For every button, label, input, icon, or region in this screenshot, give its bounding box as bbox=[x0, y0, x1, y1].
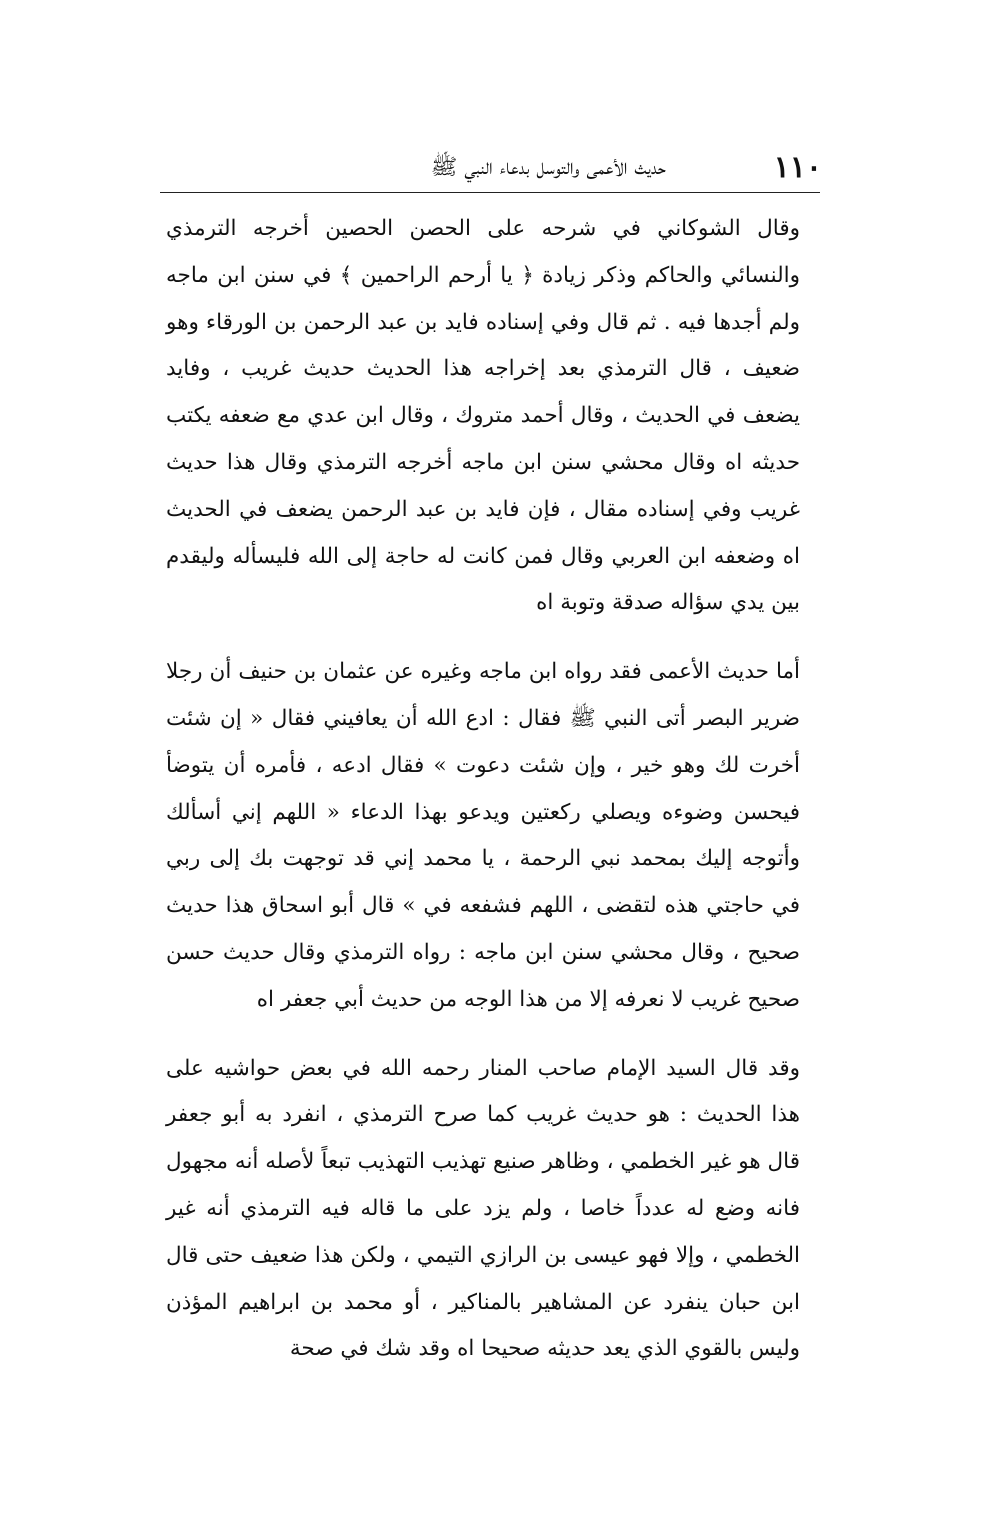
page-header bbox=[160, 148, 830, 192]
page-number: ١١٠ bbox=[773, 150, 822, 185]
paragraph-shawkani: وقال الشوكاني في شرحه على الحصن الحصين أخرجه الترمذي والنسائي والحاكم وذكر زيادة ﴿ يا أرحم الراحمين ﴾ في سنن ابن ماجه ولم أجدها فيه . ثم قال وفي إسناده فايد بن عبد الرحمن بن الورقاء وهو ضعيف ، قال الترمذي بعد إخراجه هذا الحديث حديث غريب ، وفايد يضعف في الحديث ، وقال أحمد متروك ، وقال ابن عدي مع ضعفه يكتب حديثه اه وقال محشي سنن ابن ماجه أخرجه الترمذي وقال هذا حديث غريب وفي إسناده مقال ، فإن فايد بن عبد الرحمن يضعف في الحديث اه وضعفه ابن العربي وقال فمن كانت له حاجة إلى الله فليسأله وليقدم بين يدي سؤاله صدقة وتوبة اه bbox=[166, 216, 800, 616]
running-title: حديث الأعمى والتوسل بدعاء النبي ﷺ bbox=[430, 155, 666, 180]
paragraph-hadith-blind-man: أما حديث الأعمى فقد رواه ابن ماجه وغيره عن عثمان بن حنيف أن رجلا ضرير البصر أتى النبي ﷺ فقال : ادع الله أن يعافيني فقال « إن شئت أخرت لك وهو خير ، وإن شئت دعوت » فقال ادعه ، فأمره أن يتوضأ فيحسن وضوءه ويصلي ركعتين ويدعو بهذا الدعاء « اللهم إني أسألك وأتوجه إليك بمحمد نبي الرحمة ، يا محمد إني قد توجهت بك إلى ربي في حاجتي هذه لتقضى ، اللهم فشفعه في » قال أبو اسحاق هذا حديث صحيح ، وقال محشي سنن ابن ماجه : رواه الترمذي وقال حديث حسن صحيح غريب لا نعرفه إلا من هذا الوجه من حديث أبي جعفر اه bbox=[166, 659, 800, 1012]
paragraph-manar-commentary: وقد قال السيد الإمام صاحب المنار رحمه الله في بعض حواشيه على هذا الحديث : هو حديث غريب كما صرح الترمذي ، انفرد به أبو جعفر قال هو غير الخطمي ، وظاهر صنيع تهذيب التهذيب تبعاً لأصله أنه مجهول فانه وضع له عدداً خاصا ، ولم يزد على ما قاله فيه الترمذي أنه غير الخطمي ، وإلا فهو عيسى بن الرازي التيمي ، ولكن هذا ضعيف حتى قال ابن حبان ينفرد عن المشاهير بالمناكير ، أو محمد بن ابراهيم المؤذن وليس بالقوي الذي يعد حديثه صحيحا اه وقد شك في صحة bbox=[166, 1055, 800, 1362]
header-rule bbox=[160, 192, 820, 193]
body-text bbox=[166, 206, 830, 1373]
